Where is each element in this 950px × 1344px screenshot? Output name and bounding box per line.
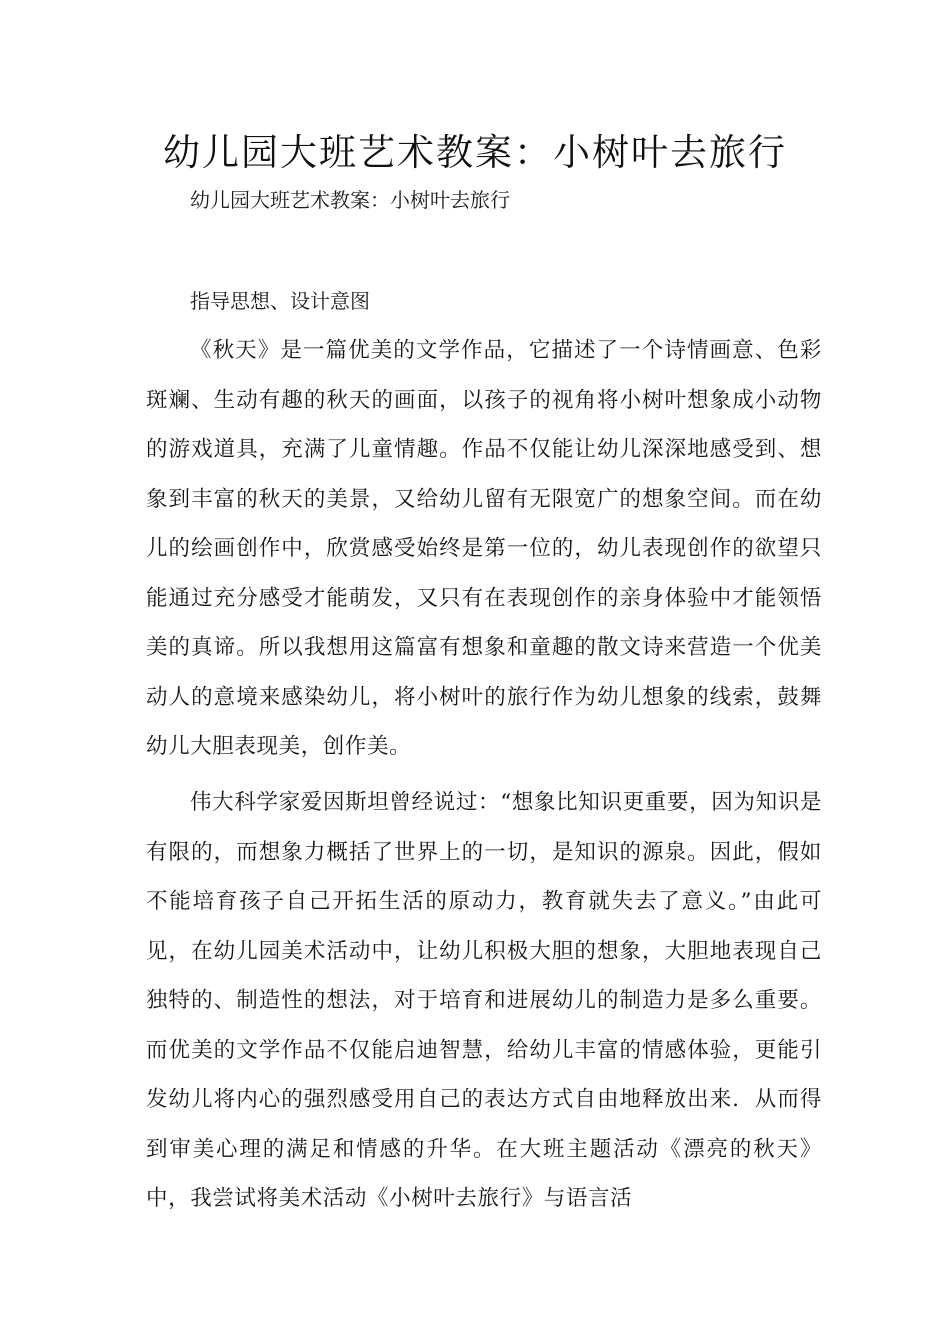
paragraph-einstein-quote: 伟大科学家爱因斯坦曾经说过：“想象比知识更重要，因为知识是有限的，而想象力概括了世界上的一切，是知识的源泉。因此，假如不能培育孩子自己开拓生活的原动力，教育就失去了意义。”由此可见，在幼儿园美术活动中，让幼儿积极大胆的想象，大胆地表现自己独特的、制造性的想法，对于培育和进展幼儿的制造力是多么重要。而优美的文学作品不仅能启迪智慧，给幼儿丰富的情感体验，更能引发幼儿将内心的强烈感受用自己的表达方式自由地释放出来．从而得到审美心理的满足和情感的升华。在大班主题活动《漂亮的秋天》中，我尝试将美术活动《小树叶去旅行》与语言活 <box>146 790 822 1211</box>
section-heading: 指导思想、设计意图 <box>190 289 370 313</box>
document-title: 幼儿园大班艺术教案：小树叶去旅行 <box>163 131 787 174</box>
paragraph-design-intent: 《秋天》是一篇优美的文学作品，它描述了一个诗情画意、色彩斑斓、生动有趣的秋天的画面，以孩子的视角将小树叶想象成小动物的游戏道具，充满了儿童情趣。作品不仅能让幼儿深深地感受到、想象到丰富的秋天的美景，又给幼儿留有无限宽广的想象空间。而在幼儿的绘画创作中，欣赏感受始终是第一位的，幼儿表现创作的欲望只能通过充分感受才能萌发，又只有在表现创作的亲身体验中才能领悟美的真谛。所以我想用这篇富有想象和童趣的散文诗来营造一个优美动人的意境来感染幼儿，将小树叶的旅行作为幼儿想象的线索，鼓舞幼儿大胆表现美，创作美。 <box>146 338 822 759</box>
document-subtitle: 幼儿园大班艺术教案：小树叶去旅行 <box>190 188 510 212</box>
